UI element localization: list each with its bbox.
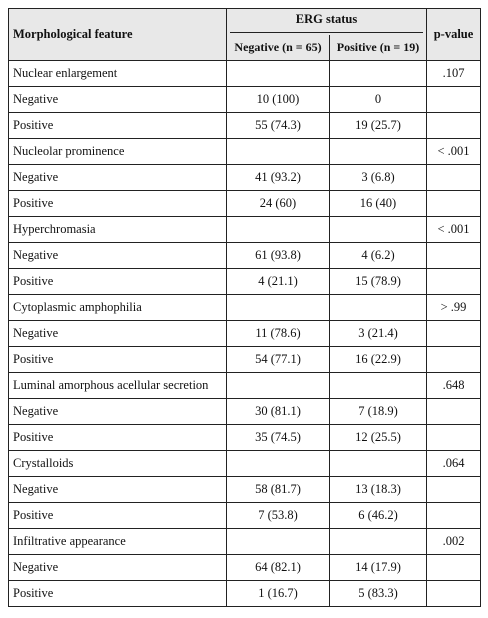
row-label: Negative xyxy=(9,243,227,269)
cell-positive xyxy=(330,217,427,243)
header-negative: Negative (n = 65) xyxy=(227,35,330,61)
cell-positive: 13 (18.3) xyxy=(330,477,427,503)
cell-negative xyxy=(227,451,330,477)
row-label: Negative xyxy=(9,165,227,191)
row-label: Positive xyxy=(9,425,227,451)
table-row xyxy=(9,555,481,581)
morphology-erg-table xyxy=(8,8,481,607)
cell-pvalue xyxy=(427,347,481,373)
table-body xyxy=(9,61,481,607)
cell-positive: 7 (18.9) xyxy=(330,399,427,425)
row-label: Hyperchromasia xyxy=(9,217,227,243)
table-row xyxy=(9,581,481,607)
cell-positive: 14 (17.9) xyxy=(330,555,427,581)
cell-pvalue xyxy=(427,191,481,217)
cell-negative: 7 (53.8) xyxy=(227,503,330,529)
cell-negative: 30 (81.1) xyxy=(227,399,330,425)
row-label: Negative xyxy=(9,87,227,113)
cell-pvalue: .648 xyxy=(427,373,481,399)
cell-positive xyxy=(330,451,427,477)
header-erg-status-label: ERG status xyxy=(295,12,358,26)
cell-negative: 24 (60) xyxy=(227,191,330,217)
cell-negative: 54 (77.1) xyxy=(227,347,330,373)
cell-pvalue xyxy=(427,503,481,529)
table-row xyxy=(9,477,481,503)
cell-pvalue xyxy=(427,399,481,425)
cell-pvalue xyxy=(427,113,481,139)
cell-positive: 16 (40) xyxy=(330,191,427,217)
cell-pvalue xyxy=(427,321,481,347)
row-label: Positive xyxy=(9,113,227,139)
cell-positive: 19 (25.7) xyxy=(330,113,427,139)
cell-pvalue xyxy=(427,555,481,581)
cell-pvalue xyxy=(427,87,481,113)
cell-negative: 41 (93.2) xyxy=(227,165,330,191)
cell-negative: 58 (81.7) xyxy=(227,477,330,503)
row-label: Positive xyxy=(9,269,227,295)
table-row xyxy=(9,399,481,425)
cell-pvalue: < .001 xyxy=(427,217,481,243)
cell-positive: 5 (83.3) xyxy=(330,581,427,607)
table-row xyxy=(9,139,481,165)
table-row xyxy=(9,347,481,373)
row-label: Negative xyxy=(9,555,227,581)
table-row xyxy=(9,295,481,321)
cell-negative xyxy=(227,217,330,243)
cell-positive xyxy=(330,295,427,321)
cell-positive: 0 xyxy=(330,87,427,113)
cell-pvalue xyxy=(427,425,481,451)
row-label: Negative xyxy=(9,399,227,425)
table-row xyxy=(9,321,481,347)
row-label: Nucleolar prominence xyxy=(9,139,227,165)
cell-negative: 64 (82.1) xyxy=(227,555,330,581)
row-label: Negative xyxy=(9,321,227,347)
header-pvalue: p-value xyxy=(427,9,481,61)
cell-negative: 10 (100) xyxy=(227,87,330,113)
cell-positive: 16 (22.9) xyxy=(330,347,427,373)
cell-positive: 4 (6.2) xyxy=(330,243,427,269)
table-row xyxy=(9,113,481,139)
row-label: Positive xyxy=(9,503,227,529)
table-header xyxy=(9,9,481,61)
header-feature: Morphological feature xyxy=(9,9,227,61)
table-row xyxy=(9,503,481,529)
table-row xyxy=(9,373,481,399)
cell-negative: 1 (16.7) xyxy=(227,581,330,607)
cell-positive xyxy=(330,529,427,555)
table-row xyxy=(9,451,481,477)
table-row xyxy=(9,87,481,113)
cell-negative xyxy=(227,61,330,87)
table-row xyxy=(9,425,481,451)
row-label: Positive xyxy=(9,581,227,607)
cell-pvalue xyxy=(427,581,481,607)
cell-pvalue xyxy=(427,269,481,295)
cell-negative: 11 (78.6) xyxy=(227,321,330,347)
table-row xyxy=(9,191,481,217)
row-label: Luminal amorphous acellular secretion xyxy=(9,373,227,399)
header-underline xyxy=(230,32,423,33)
cell-positive: 15 (78.9) xyxy=(330,269,427,295)
cell-pvalue xyxy=(427,165,481,191)
cell-positive: 3 (21.4) xyxy=(330,321,427,347)
table-row xyxy=(9,269,481,295)
row-label: Positive xyxy=(9,191,227,217)
cell-negative xyxy=(227,373,330,399)
cell-positive xyxy=(330,61,427,87)
cell-positive xyxy=(330,139,427,165)
cell-positive: 3 (6.8) xyxy=(330,165,427,191)
cell-negative: 61 (93.8) xyxy=(227,243,330,269)
cell-negative: 35 (74.5) xyxy=(227,425,330,451)
cell-pvalue xyxy=(427,477,481,503)
table-row xyxy=(9,165,481,191)
cell-pvalue: .064 xyxy=(427,451,481,477)
header-positive: Positive (n = 19) xyxy=(330,35,427,61)
row-label: Crystalloids xyxy=(9,451,227,477)
cell-negative: 4 (21.1) xyxy=(227,269,330,295)
cell-pvalue: .002 xyxy=(427,529,481,555)
cell-negative: 55 (74.3) xyxy=(227,113,330,139)
table-row xyxy=(9,217,481,243)
table-container xyxy=(8,8,480,607)
cell-positive: 12 (25.5) xyxy=(330,425,427,451)
row-label: Infiltrative appearance xyxy=(9,529,227,555)
cell-negative xyxy=(227,529,330,555)
header-erg-status xyxy=(227,9,427,35)
cell-pvalue: < .001 xyxy=(427,139,481,165)
cell-negative xyxy=(227,139,330,165)
cell-pvalue: .107 xyxy=(427,61,481,87)
cell-pvalue xyxy=(427,243,481,269)
row-label: Negative xyxy=(9,477,227,503)
table-row xyxy=(9,61,481,87)
row-label: Cytoplasmic amphophilia xyxy=(9,295,227,321)
row-label: Nuclear enlargement xyxy=(9,61,227,87)
cell-negative xyxy=(227,295,330,321)
table-row xyxy=(9,529,481,555)
cell-positive xyxy=(330,373,427,399)
table-row xyxy=(9,243,481,269)
cell-pvalue: > .99 xyxy=(427,295,481,321)
row-label: Positive xyxy=(9,347,227,373)
cell-positive: 6 (46.2) xyxy=(330,503,427,529)
